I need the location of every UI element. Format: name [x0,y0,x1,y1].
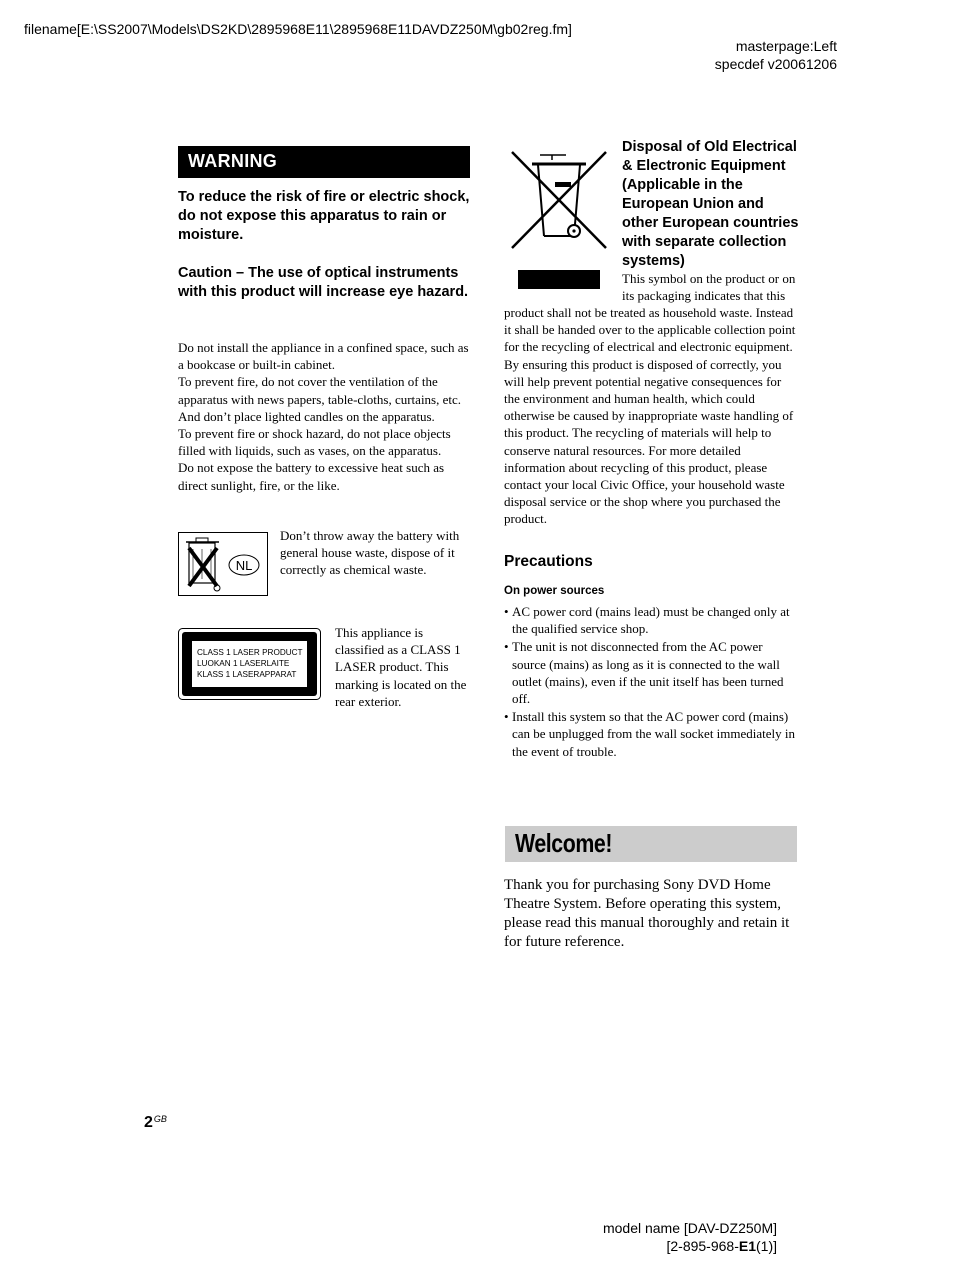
list-item: • Install this system so that the AC power cord (mains) can be unplugged from the wall socket immediately in the event of trouble. [504,708,798,760]
fire-warning-text: To reduce the risk of fire or electric shock, do not expose this apparatus to rain or moisture. [178,189,470,243]
header-filename: filename[E:\SS2007\Models\DS2KD\2895968E11\2895968E11DAVDZ250M\gb02reg.fm] [24,21,572,37]
battery-disposal-text: Don’t throw away the battery with general house waste, dispose of it correctly as chemical waste. [280,528,460,578]
install-paragraph: Do not expose the battery to excessive heat such as direct sunlight, fire, or the like. [178,460,445,493]
disposal-body: product shall not be treated as household waste. Instead it shall be handed over to the applicable collection point for the recycling of electrical and electronic equipment. By ensuring this product is disposed of correctly, you will help prevent potential negative consequences for the environment and human health, which could otherwise be caused by inappropriate waste handling of this product. The recycling of materials will help to conserve natural resources. For more detailed information about recycling of this product, please contact your local Civic Office, your household waste disposal service or the shop where you purchased the product. [504,305,796,527]
install-paragraph: Do not install the appliance in a confined space, such as a bookcase or built-in cabinet. [178,340,469,373]
laser-label-line: KLASS 1 LASERAPPARAT [197,670,297,679]
part-code-prefix: [2-895-968- [666,1238,739,1254]
model-name: model name [DAV-DZ250M] [602,1220,777,1236]
power-precautions-list [504,603,798,761]
welcome-heading-bar [505,826,797,862]
header-masterpage [715,37,837,73]
list-item: • AC power cord (mains lead) must be changed only at the qualified service shop. [504,603,798,637]
footer-model-info [603,1219,777,1255]
laser-label [178,628,321,700]
battery-disposal-icon [178,532,268,596]
warning-heading-bar [178,146,470,178]
page-language-suffix: GB [153,1114,167,1124]
masterpage-label: masterpage:Left [735,38,837,54]
install-instructions [178,339,470,494]
warning-title: WARNING [188,151,278,171]
page-number-value: 2 [144,1114,153,1131]
part-code-bold: E1 [738,1238,756,1254]
laser-classification-text: This appliance is classified as a CLASS 1 LASER product. This marking is located on the rear exterior. [335,625,467,709]
crossed-bin-icon [179,533,267,595]
install-paragraph: To prevent fire, do not cover the ventilation of the apparatus with news papers, table-cloths, curtains, etc. And don’t place lighted candles on the apparatus. [178,374,462,424]
weee-symbol [508,148,612,294]
power-sources-subheading: On power sources [504,585,605,597]
page-number [144,1114,167,1132]
disposal-title: Disposal of Old Electrical & Electronic Equipment (Applicable in the European Union and other European countries with separate collection systems) [622,139,799,269]
part-code-suffix: (1)] [756,1238,777,1254]
laser-label-graphic [178,628,321,700]
list-item: • The unit is not disconnected from the AC power source (mains) as long as it is connected to the wall outlet (mains), even if the unit itself has been turned off. [504,638,798,707]
crossed-wheelie-bin-icon [508,148,612,294]
precautions-heading: Precautions [504,553,593,570]
caution-text: Caution – The use of optical instruments with this product will increase eye hazard. [178,265,469,300]
laser-label-line: LUOKAN 1 LASERLAITE [197,659,290,668]
welcome-title: Welcome! [515,828,613,858]
part-code [603,1237,777,1255]
nl-label: NL [235,558,253,573]
laser-label-line: CLASS 1 LASER PRODUCT [197,648,303,657]
welcome-text: Thank you for purchasing Sony DVD Home Theatre System. Before operating this system, please read this manual thoroughly and retain it for future reference. [504,877,790,950]
disposal-body-intro: This symbol on the product or on its packaging indicates that this [622,271,796,304]
install-paragraph: To prevent fire or shock hazard, do not place objects filled with liquids, such as vases, on the apparatus. [178,426,451,459]
specdef-label: specdef v20061206 [714,56,837,72]
